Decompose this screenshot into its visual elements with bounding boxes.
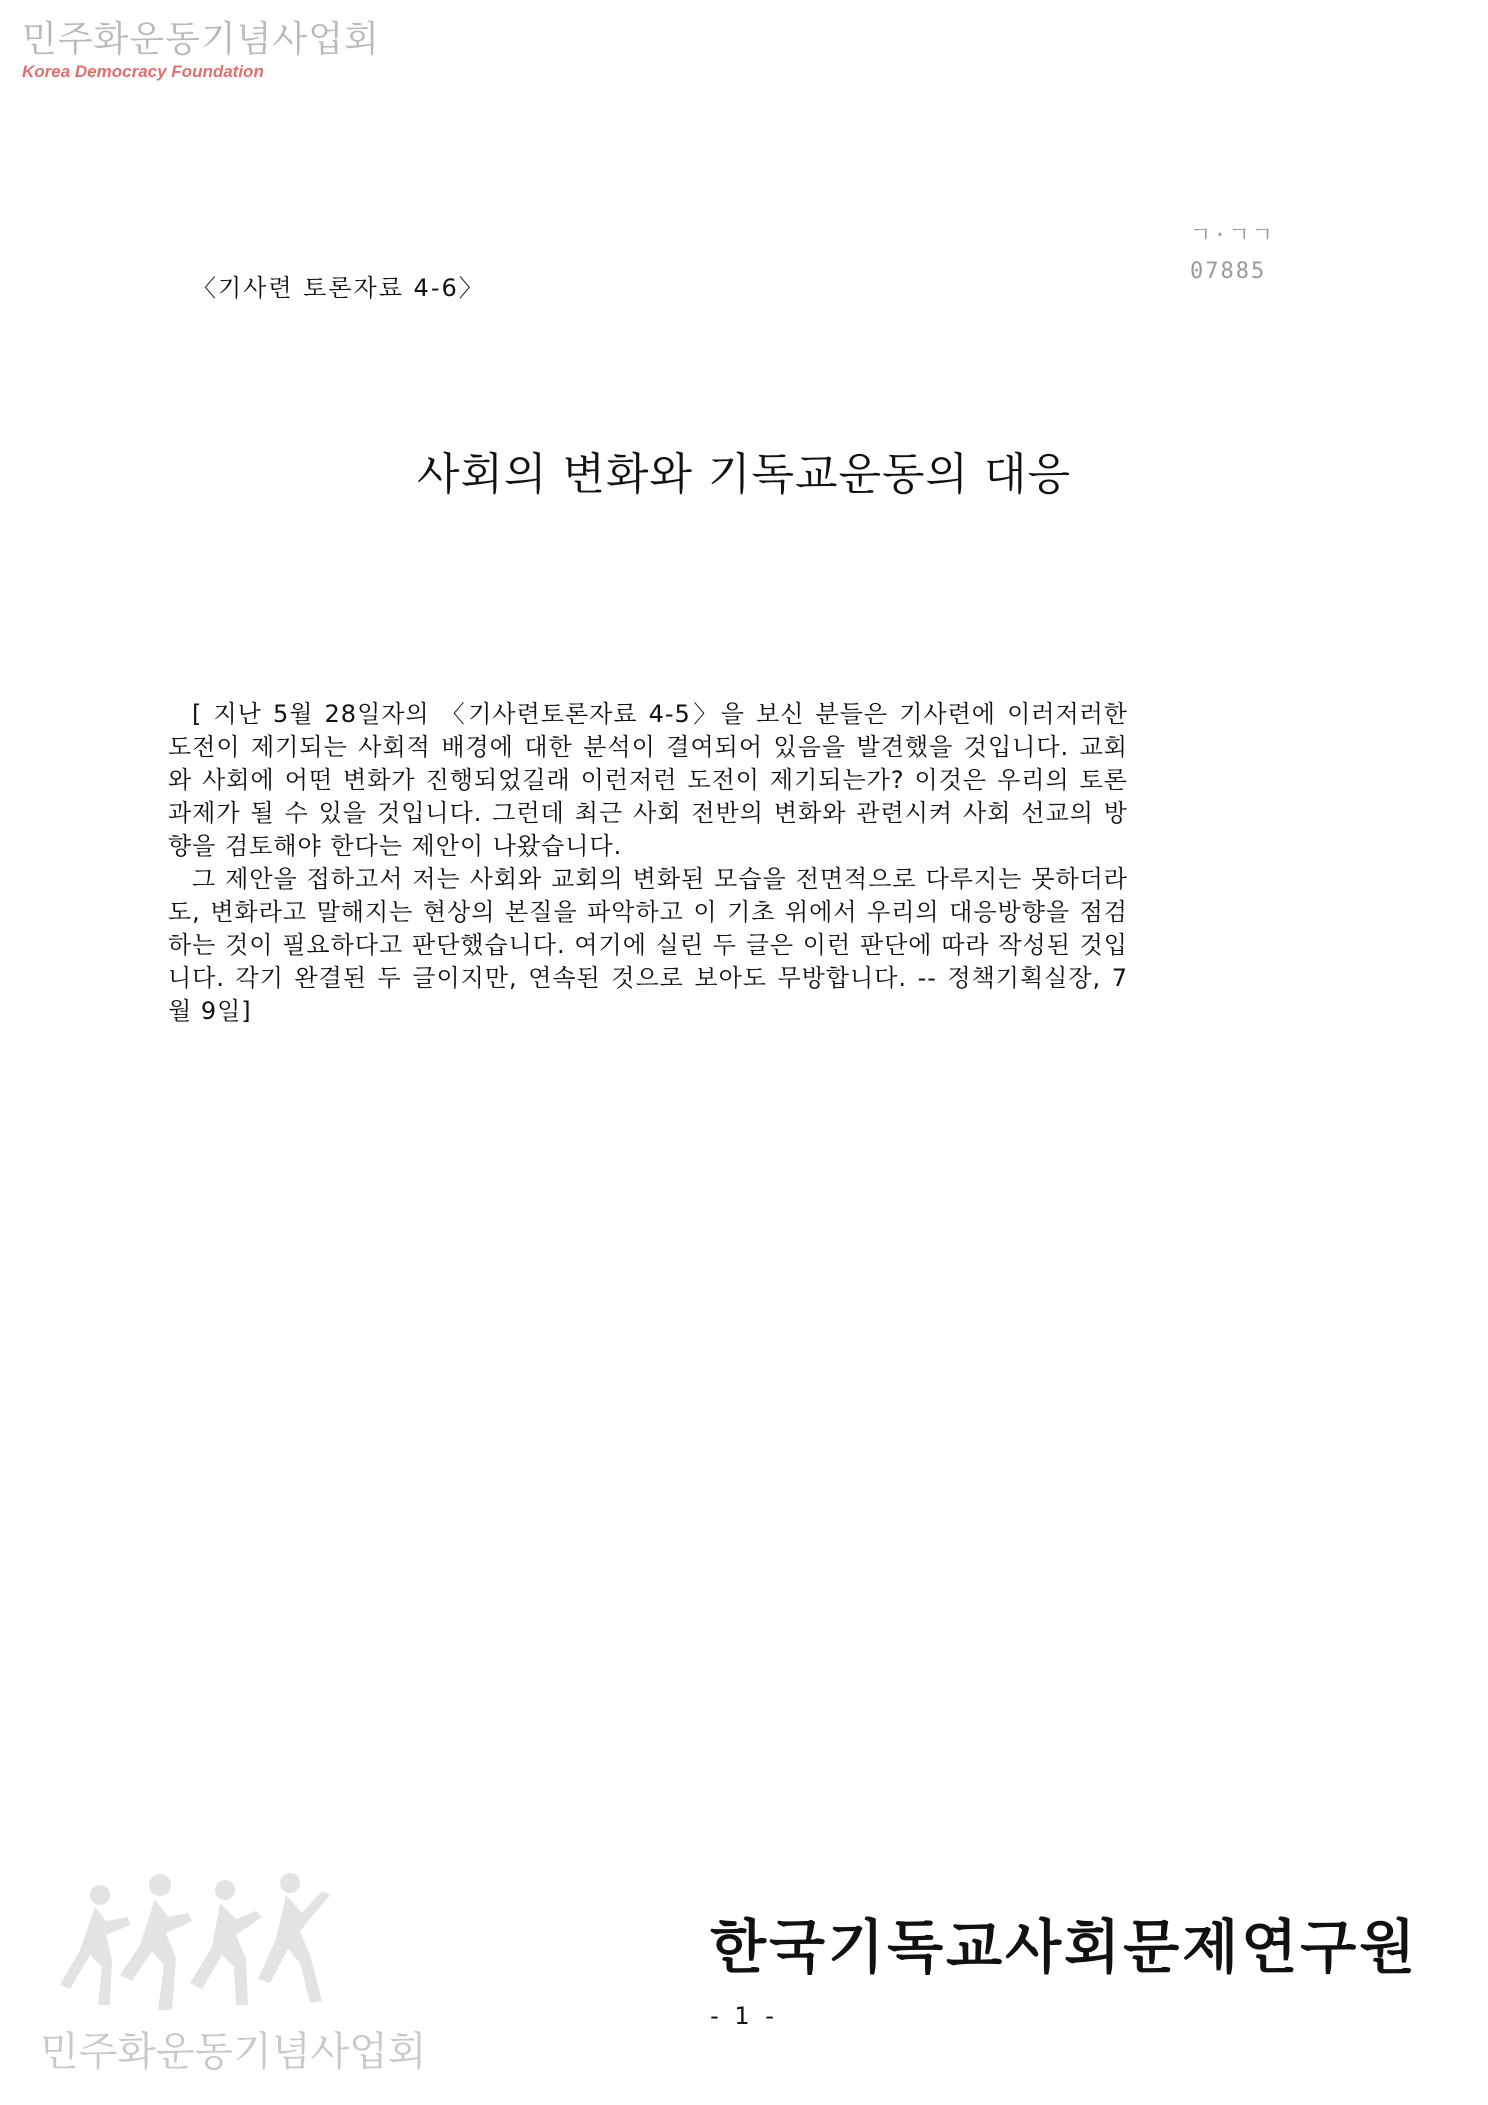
- archive-stamp: [1190, 218, 1320, 290]
- organization-stamp: 한국기독교사회문제연구원: [710, 1913, 1419, 1981]
- page-number: - 1 -: [710, 2002, 778, 2030]
- document-title: 사회의 변화와 기독교운동의 대응: [416, 449, 1071, 500]
- intro-paragraph: 그 제안을 접하고서 저는 사회와 교회의 변화된 모습을 전면적으로 다루지는 못하더라도, 변화라고 말해지는 현상의 본질을 파악하고 이 기초 위에서 우리의 대응방향을 점검하는 것이 필요하다고 판단했습니다. 여기에 실린 두 글은 이런 판단에 따라 작성된 것입니다. 각기 완결된 두 글이지만, 연속된 것으로 보아도 무방합니다. -- 정책기획실장, 7월 9일]: [168, 865, 1128, 1025]
- watermark-logo-bottom: 민주화운동기념사업회: [40, 2029, 427, 2075]
- watermark-name-ko: 민주화운동기념사업회: [22, 19, 380, 60]
- intro-paragraph: [ 지난 5월 28일자의 〈기사련토론자료 4-5〉을 보신 분들은 기사련에 이러저러한 도전이 제기되는 사회적 배경에 대한 분석이 결여되어 있음을 발견했을 것입니다. 교회와 사회에 어떤 변화가 진행되었길래 이런저런 도전이 제기되는가? 이것은 우리의 토론과제가 될 수 있을 것입니다. 그런데 최근 사회 전반의 변화와 관련시켜 사회 선교의 방향을 검토해야 한다는 제안이 나왔습니다.: [168, 700, 1128, 860]
- watermark-name-en: Korea Democracy Foundation: [22, 62, 264, 81]
- archive-stamp-line2: 07885: [1190, 259, 1267, 284]
- archive-stamp-line1: ㄱ·ㄱㄱ: [1190, 223, 1276, 248]
- document-label: 〈기사련 토론자료 4-6〉: [192, 274, 485, 302]
- watermark-logo-top: [22, 18, 380, 82]
- intro-note: [168, 698, 1128, 1028]
